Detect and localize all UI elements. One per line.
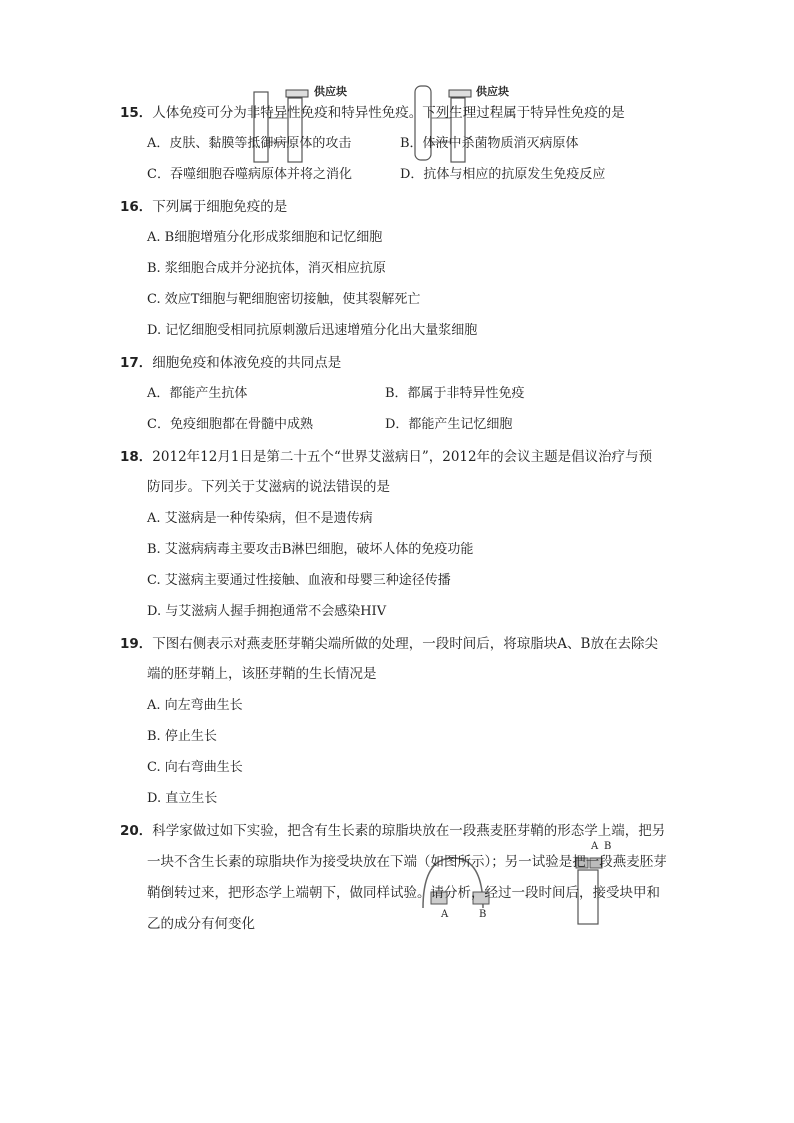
block-a-label-right: A (591, 841, 599, 852)
question-20-number: 20． (120, 823, 153, 839)
question-15-option-d: D．抗体与相应的抗原发生免疫反应 (400, 167, 606, 182)
question-16-option-a: A. B细胞增殖分化形成浆细胞和记忆细胞 (147, 230, 383, 245)
block-b-label-right: B (604, 841, 612, 852)
question-18-option-b: B. 艾滋病病毒主要攻击B淋巴细胞，破坏人体的免疫功能 (147, 542, 474, 557)
question-20-stem-line3: 鞘倒转过来，把形态学上端朝下，做同样试验。请分析，经过一段时间后，接受块甲和 (147, 885, 660, 901)
question-19 (120, 635, 658, 653)
question-15-option-c: C．吞噬细胞吞噬病原体并将之消化 (147, 167, 352, 182)
question-17-option-b: B．都属于非特异性免疫 (385, 386, 525, 401)
question-18-number: 18． (120, 449, 153, 465)
question-16-stem: 下列属于细胞免疫的是 (152, 199, 288, 215)
question-19-number: 19． (120, 636, 153, 652)
question-18-stem-line2: 防同步。下列关于艾滋病的说法错误的是 (147, 479, 390, 495)
question-16 (120, 198, 287, 216)
question-17-option-d: D．都能产生记忆细胞 (385, 417, 513, 432)
question-18-stem-line1: 2012年12月1日是第二十五个“世界艾滋病日”，2012年的会议主题是倡议治疗与预 (152, 449, 653, 465)
question-19-stem-line2: 端的胚芽鞘上，该胚芽鞘的生长情况是 (147, 666, 377, 682)
question-20-stem-line2: 一块不含生长素的琼脂块作为接受块放在下端（如图所示）；另一试验是把一段燕麦胚芽 (147, 854, 667, 870)
question-20-stem-line1: 科学家做过如下实验，把含有生长素的琼脂块放在一段燕麦胚芽鞘的形态学上端，把另 (152, 823, 666, 839)
question-20 (120, 822, 665, 840)
question-19-stem-line1: 下图右侧表示对燕麦胚芽鞘尖端所做的处理，一段时间后，将琼脂块A、B放在去除尖 (152, 636, 658, 652)
question-15-option-a: A．皮肤、黏膜等抵御病原体的攻击 (147, 136, 352, 151)
block-a-label-left: A (441, 909, 449, 920)
question-15-option-b: B．体液中杀菌物质消灭病原体 (400, 136, 579, 151)
question-20-stem-line4: 乙的成分有何变化 (147, 916, 255, 932)
question-17-stem: 细胞免疫和体液免疫的共同点是 (152, 355, 342, 371)
question-17-number: 17． (120, 355, 153, 371)
question-15-number: 15． (120, 105, 153, 121)
question-19-option-d: D. 直立生长 (147, 791, 218, 806)
question-17 (120, 354, 341, 372)
supply-block-label-right: 供应块 (476, 85, 509, 98)
question-19-option-a: A. 向左弯曲生长 (147, 698, 243, 713)
question-17-option-a: A．都能产生抗体 (147, 386, 248, 401)
question-15 (120, 104, 625, 122)
block-b-label-left: B (479, 909, 487, 920)
question-17-option-c: C．免疫细胞都在骨髓中成熟 (147, 417, 313, 432)
question-19-option-b: B. 停止生长 (147, 729, 217, 744)
question-18 (120, 448, 652, 466)
question-18-option-d: D. 与艾滋病人握手拥抱通常不会感染HIV (147, 604, 387, 619)
question-16-number: 16． (120, 199, 153, 215)
question-18-option-c: C. 艾滋病主要通过性接触、血液和母婴三种途径传播 (147, 573, 451, 588)
question-16-option-d: D. 记忆细胞受相同抗原刺激后迅速增殖分化出大量浆细胞 (147, 323, 478, 338)
question-16-option-b: B. 浆细胞合成并分泌抗体，消灭相应抗原 (147, 261, 386, 276)
question-19-option-c: C. 向右弯曲生长 (147, 760, 243, 775)
question-15-stem: 人体免疫可分为非特异性免疫和特异性免疫。下列生理过程属于特异性免疫的是 (152, 105, 625, 121)
supply-block-label-left: 供应块 (314, 85, 347, 98)
question-16-option-c: C. 效应T细胞与靶细胞密切接触，使其裂解死亡 (147, 292, 421, 307)
question-18-option-a: A. 艾滋病是一种传染病，但不是遗传病 (147, 511, 373, 526)
